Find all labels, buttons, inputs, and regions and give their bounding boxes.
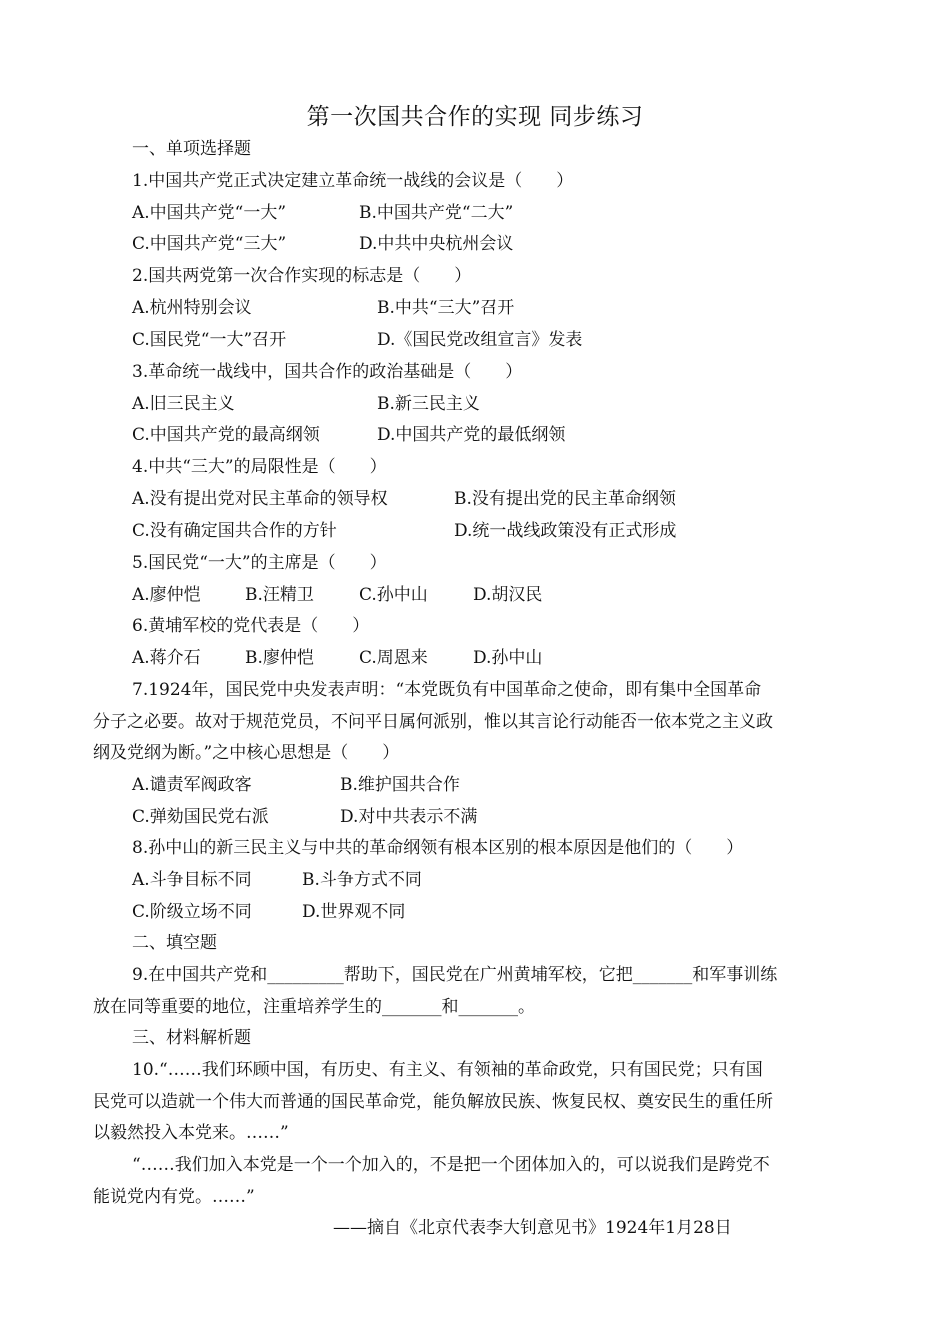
question-4-option-a: A.没有提出党对民主革命的领导权: [132, 489, 388, 509]
question-10-line2: 民党可以造就一个伟大而普通的国民革命党，能负解放民族、恢复民权、奠安民生的重任所: [93, 1092, 773, 1112]
question-6-option-d: D.孙中山: [473, 648, 543, 668]
question-5-option-d: D.胡汉民: [473, 585, 543, 605]
question-7-stem-line1: 7.1924年，国民党中央发表声明：“本党既负有中国革命之使命，即有集中全国革命: [132, 680, 762, 700]
question-3-option-d: D.中国共产党的最低纲领: [377, 425, 566, 445]
question-4-option-c: C.没有确定国共合作的方针: [132, 521, 337, 541]
question-2-option-b: B.中共“三大”召开: [377, 298, 515, 318]
question-3-option-c: C.中国共产党的最高纲领: [132, 425, 320, 445]
question-2-option-c: C.国民党“一大”召开: [132, 330, 287, 350]
question-8-stem: 8.孙中山的新三民主义与中共的革命纲领有根本区别的根本原因是他们的（ ）: [132, 838, 744, 858]
question-9-line1: 9.在中国共产党和_________帮助下，国民党在广州黄埔军校，它把_______和军事训练: [132, 965, 778, 985]
question-7-option-d: D.对中共表示不满: [340, 807, 478, 827]
question-10-line5: 能说党内有党。……”: [93, 1187, 255, 1207]
question-7-option-c: C.弹劾国民党右派: [132, 807, 269, 827]
question-2-stem: 2.国共两党第一次合作实现的标志是（ ）: [132, 266, 472, 286]
question-3-option-a: A.旧三民主义: [132, 394, 235, 414]
question-6-stem: 6.黄埔军校的党代表是（ ）: [132, 616, 370, 636]
question-6-option-a: A.蒋介石: [132, 648, 201, 668]
question-7-stem-line3: 纲及党纲为断。”之中核心思想是（ ）: [93, 743, 400, 763]
section-heading-fill-blank: 二、填空题: [132, 933, 217, 953]
question-4-option-b: B.没有提出党的民主革命纲领: [454, 489, 676, 509]
question-10-line4: “……我们加入本党是一个一个加入的，不是把一个团体加入的，可以说我们是跨党不: [132, 1155, 770, 1175]
question-8-option-a: A.斗争目标不同: [132, 870, 252, 890]
question-1-option-b: B.中国共产党“二大”: [359, 203, 514, 223]
question-8-option-d: D.世界观不同: [302, 902, 406, 922]
question-10-line1: 10.“……我们环顾中国，有历史、有主义、有领袖的革命政党，只有国民党；只有国: [132, 1060, 763, 1080]
section-heading-choice: 一、单项选择题: [132, 139, 251, 159]
question-5-stem: 5.国民党“一大”的主席是（ ）: [132, 553, 387, 573]
question-2-option-d: D.《国民党改组宣言》发表: [377, 330, 583, 350]
question-8-option-b: B.斗争方式不同: [302, 870, 422, 890]
section-heading-material: 三、材料解析题: [132, 1028, 251, 1048]
question-3-option-b: B.新三民主义: [377, 394, 480, 414]
question-4-option-d: D.统一战线政策没有正式形成: [454, 521, 677, 541]
question-1-option-c: C.中国共产党“三大”: [132, 234, 287, 254]
question-2-option-a: A.杭州特别会议: [132, 298, 252, 318]
question-10-line3: 以毅然投入本党来。……”: [93, 1123, 289, 1143]
question-3-stem: 3.革命统一战线中，国共合作的政治基础是（ ）: [132, 362, 523, 382]
question-4-stem: 4.中共“三大”的局限性是（ ）: [132, 457, 387, 477]
question-7-stem-line2: 分子之必要。故对于规范党员，不问平日属何派别，惟以其言论行动能否一依本党之主义政: [93, 712, 773, 732]
question-10-source: ——摘自《北京代表李大钊意见书》1924年1月28日: [333, 1218, 732, 1238]
question-1-option-a: A.中国共产党“一大”: [132, 203, 287, 223]
question-5-option-b: B.汪精卫: [245, 585, 314, 605]
question-1-stem: 1.中国共产党正式决定建立革命统一战线的会议是（ ）: [132, 171, 574, 191]
question-5-option-c: C.孙中山: [359, 585, 428, 605]
question-8-option-c: C.阶级立场不同: [132, 902, 252, 922]
question-6-option-b: B.廖仲恺: [245, 648, 314, 668]
question-7-option-b: B.维护国共合作: [340, 775, 460, 795]
question-6-option-c: C.周恩来: [359, 648, 428, 668]
page-title: 第一次国共合作的实现 同步练习: [306, 104, 644, 130]
question-1-option-d: D.中共中央杭州会议: [359, 234, 514, 254]
question-9-line2: 放在同等重要的地位，注重培养学生的_______和_______。: [93, 997, 535, 1017]
question-5-option-a: A.廖仲恺: [132, 585, 201, 605]
question-7-option-a: A.谴责军阀政客: [132, 775, 252, 795]
